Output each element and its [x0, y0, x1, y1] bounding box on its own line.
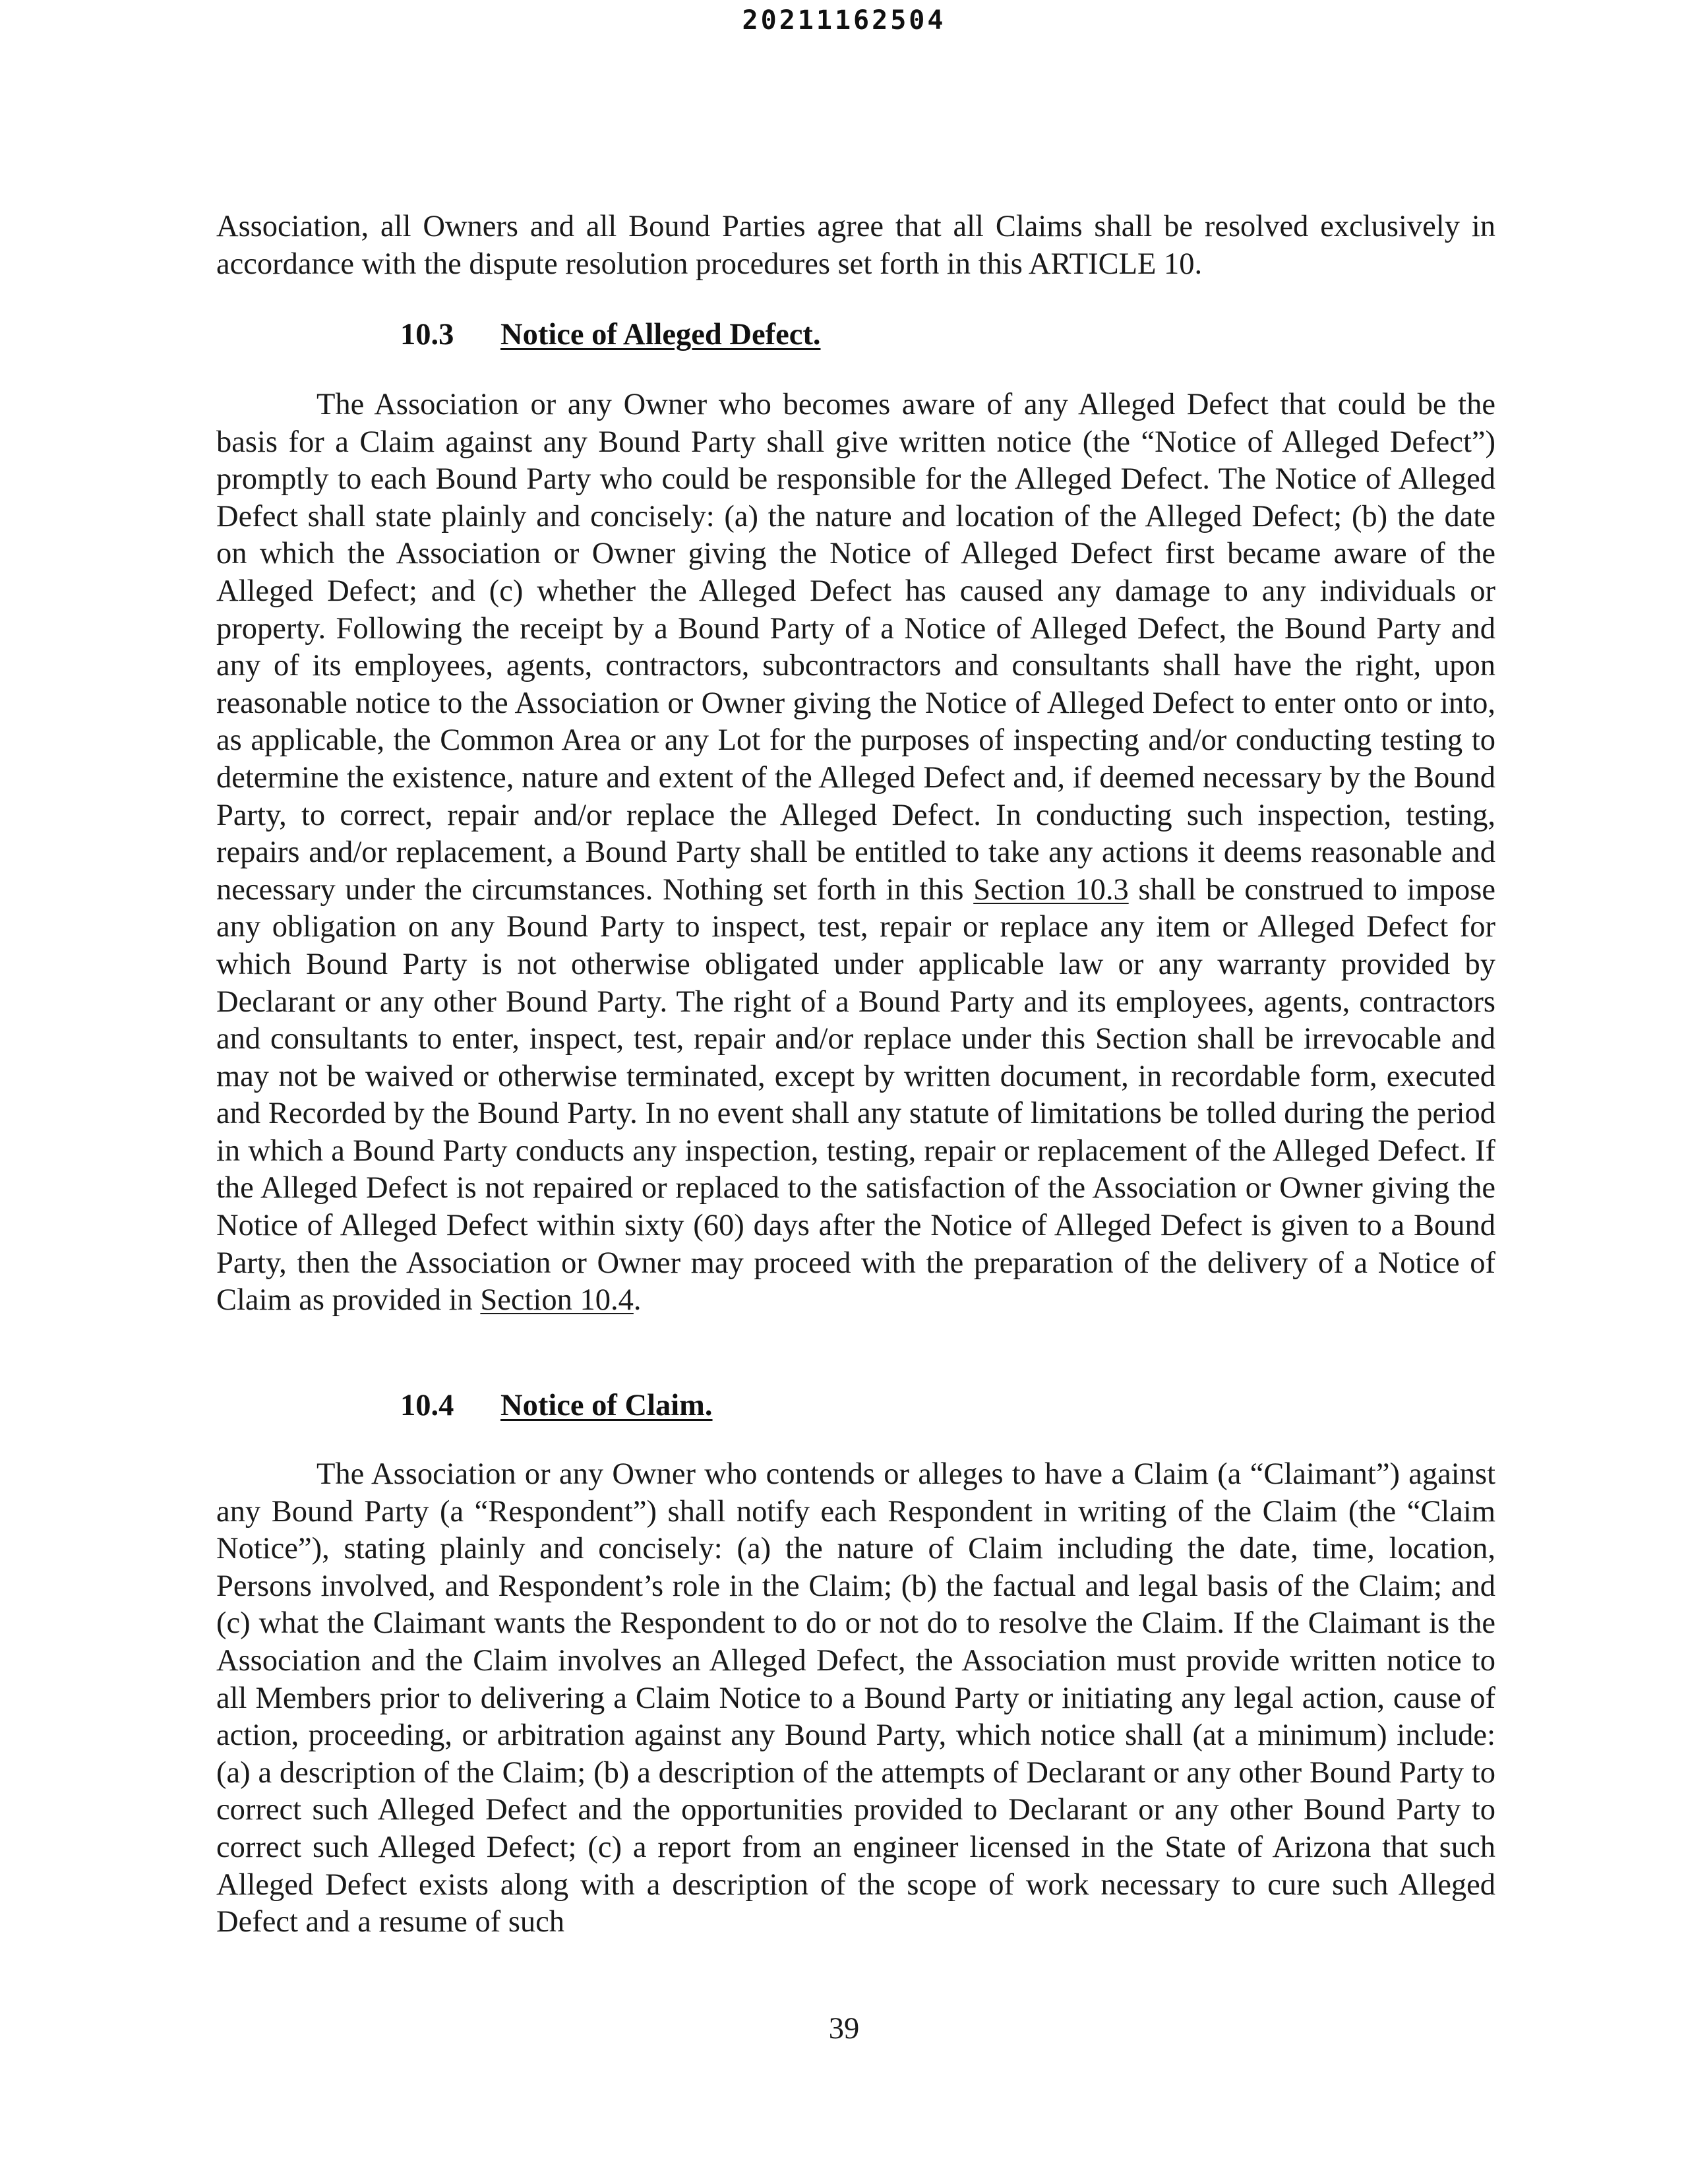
intro-text: Association, all Owners and all Bound Parties agree that all Claims shall be resolved exclusively in accordance with the dispute resolution procedures set forth in this ARTICLE 10. — [216, 210, 1495, 281]
paragraph-text: shall be construed to impose any obligation on any Bound Party to inspect, test, repair or replace any item or Alleged Defect for which Bound Party is not otherwise obligated under applicable law or any warranty provided by Declarant or any other Bound Party. The right of a Bound Party and its employees, agents, contractors and consultants to enter, inspect, test, repair and/or replace under this Section shall be irrevocable and may not be waived or otherwise terminated, except by written document, in recordable form, executed and Recorded by the Bound Party. In no event shall any statute of limitations be tolled during the period in which a Bound Party conducts any inspection, testing, repair or replacement of the Alleged Defect. If the Alleged Defect is not repaired or replaced to the satisfaction of the Association or Owner giving the Notice of Alleged Defect within sixty (60) days after the Notice of Alleged Defect is given to a Bound Party, then the Association or Owner may proceed with the preparation of the delivery of a Notice of Claim as provided in — [216, 872, 1495, 1318]
recording-number: 20211162504 — [742, 5, 946, 36]
section-title: Notice of Claim. — [500, 1389, 713, 1422]
section-reference: Section 10.3 — [973, 872, 1129, 907]
page-number: 39 — [828, 2012, 860, 2046]
section-10-3-body — [216, 386, 1495, 1320]
section-title: Notice of Alleged Defect. — [500, 318, 821, 351]
intro-paragraph — [216, 208, 1495, 283]
section-heading-10-4 — [400, 1387, 713, 1424]
section-number: 10.3 — [400, 318, 454, 351]
section-10-4-paragraph: The Association or any Owner who contends or alleges to have a Claim (a “Claimant”) against any Bound Party (a “Respondent”) shall notify each Respondent in writing of the Claim (the “Claim Notice”), stating plainly and concisely: (a) the nature of Claim including the date, time, location, Persons involved, and Respondent’s role in the Claim; (b) the factual and legal basis of the Claim; and (c) what the Claimant wants the Respondent to do or not do to resolve the Claim. If the Claimant is the Association and the Claim involves an Alleged Defect, the Association must provide written notice to all Members prior to delivering a Claim Notice to a Bound Party or initiating any legal action, cause of action, proceeding, or arbitration against any Bound Party, which notice shall (at a minimum) include: (a) a description of the Claim; (b) a description of the attempts of Declarant or any other Bound Party to correct such Alleged Defect and the opportunities provided to Declarant or any other Bound Party to correct such Alleged Defect; (c) a report from an engineer licensed in the State of Arizona that such Alleged Defect exists along with a description of the scope of work necessary to cure such Alleged Defect and a resume of such — [216, 1457, 1495, 1939]
section-10-3-paragraph — [216, 386, 1495, 1320]
section-number: 10.4 — [400, 1389, 454, 1422]
paragraph-text: The Association or any Owner who becomes aware of any Alleged Defect that could be the basis for a Claim against any Bound Party shall give written notice (the “Notice of Alleged Defect”) promptly to each Bound Party who could be responsible for the Alleged Defect. The Notice of Alleged Defect shall state plainly and concisely: (a) the nature and location of the Alleged Defect; (b) the date on which the Association or Owner giving the Notice of Alleged Defect first became aware of the Alleged Defect; and (c) whether the Alleged Defect has caused any damage to any individuals or property. Following the receipt by a Bound Party of a Notice of Alleged Defect, the Bound Party and any of its employees, agents, contractors, subcontractors and consultants shall have the right, upon reasonable notice to the Association or Owner giving the Notice of Alleged Defect to enter onto or into, as applicable, the Common Area or any Lot for the purposes of inspecting and/or conducting testing to determine the existence, nature and extent of the Alleged Defect and, if deemed necessary by the Bound Party, to correct, repair and/or replace the Alleged Defect. In conducting such inspection, testing, repairs and/or replacement, a Bound Party shall be entitled to take any actions it deems reasonable and necessary under the circumstances. Nothing set forth in this — [216, 388, 1495, 907]
paragraph-text: . — [633, 1283, 642, 1318]
section-10-4-body — [216, 1456, 1495, 1941]
section-reference: Section 10.4 — [480, 1283, 634, 1318]
section-heading-10-3 — [400, 317, 820, 353]
